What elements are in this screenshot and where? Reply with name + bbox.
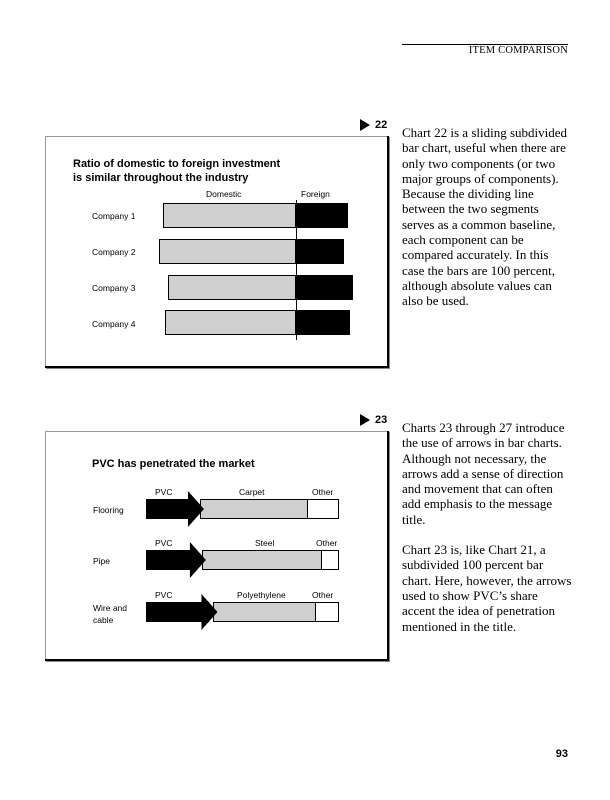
chart-23-title: PVC has penetrated the market xyxy=(92,458,255,470)
chart-22-marker xyxy=(360,119,387,131)
pvc-arrow-shape xyxy=(146,491,204,527)
chart-22-title-line2: is similar throughout the industry xyxy=(73,172,249,184)
foreign-bar xyxy=(296,310,350,335)
other-segment-bar xyxy=(307,499,339,519)
domestic-bar xyxy=(159,239,296,264)
row-label: Wire and xyxy=(93,603,128,613)
pvc-arrow-shape xyxy=(146,594,217,630)
company-label: Company 3 xyxy=(92,283,136,293)
body-text-22 xyxy=(402,125,572,309)
seg-label-mid: Steel xyxy=(255,538,275,548)
baseline-divider xyxy=(296,200,297,340)
domestic-bar xyxy=(163,203,296,228)
col-domestic-label: Domestic xyxy=(206,189,242,199)
foreign-bar xyxy=(296,239,344,264)
paragraph-23b: Chart 23 is, like Chart 21, a subdivided 100 percent bar chart. Here, however, the arrows used to show PVC’s share accent the idea of penetration mentioned in the title. xyxy=(402,542,572,634)
foreign-bar xyxy=(296,275,353,300)
foreign-bar xyxy=(296,203,348,228)
company-label: Company 2 xyxy=(92,247,136,257)
mid-segment-bar xyxy=(200,499,308,519)
pvc-arrow xyxy=(146,594,219,630)
other-segment-bar xyxy=(315,602,339,622)
chart-22-title xyxy=(73,157,280,185)
col-foreign-label: Foreign xyxy=(301,189,330,199)
seg-label-mid: Carpet xyxy=(239,487,265,497)
other-segment-bar xyxy=(321,550,339,570)
page-number: 93 xyxy=(555,748,568,760)
seg-label-pvc: PVC xyxy=(155,590,173,600)
pvc-arrow xyxy=(146,491,206,527)
seg-label-mid: Polyethylene xyxy=(237,590,286,600)
seg-label-pvc: PVC xyxy=(155,538,173,548)
mid-segment-bar xyxy=(213,602,315,622)
paragraph-22: Chart 22 is a sliding subdivided bar chart, useful when there are only two components (or two major groups of components). Because the dividing line between the two segments serves as a common baseline, each component can be compared accurately. In this case the bars are 100 percent, although absolute values can also be used. xyxy=(402,125,568,309)
domestic-bar xyxy=(168,275,296,300)
company-label: Company 1 xyxy=(92,211,136,221)
row-label-line2: cable xyxy=(93,615,114,625)
row-label: Pipe xyxy=(93,556,111,566)
triangle-pointer-icon xyxy=(360,414,370,426)
company-label: Company 4 xyxy=(92,319,136,329)
chart-23-marker xyxy=(360,414,387,426)
body-text-23 xyxy=(402,420,572,634)
row-label: Flooring xyxy=(93,505,124,515)
pvc-arrow-shape xyxy=(146,542,206,578)
mid-segment-bar xyxy=(202,550,322,570)
domestic-bar xyxy=(165,310,296,335)
chart-23-number: 23 xyxy=(375,414,388,426)
chart-22-number: 22 xyxy=(375,119,388,131)
seg-label-other: Other xyxy=(312,590,334,600)
seg-label-other: Other xyxy=(316,538,338,548)
pvc-arrow xyxy=(146,542,208,578)
seg-label-pvc: PVC xyxy=(155,487,173,497)
paragraph-23a: Charts 23 through 27 introduce the use of arrows in bar charts. Although not necessary, the arrows add a sense of direction and movement that can often add emphasis to the message title. xyxy=(402,420,565,527)
chart-22-title-line1: Ratio of domestic to foreign investment xyxy=(73,158,281,170)
seg-label-other: Other xyxy=(312,487,334,497)
running-head: ITEM COMPARISON xyxy=(468,45,568,56)
triangle-pointer-icon xyxy=(360,119,370,131)
